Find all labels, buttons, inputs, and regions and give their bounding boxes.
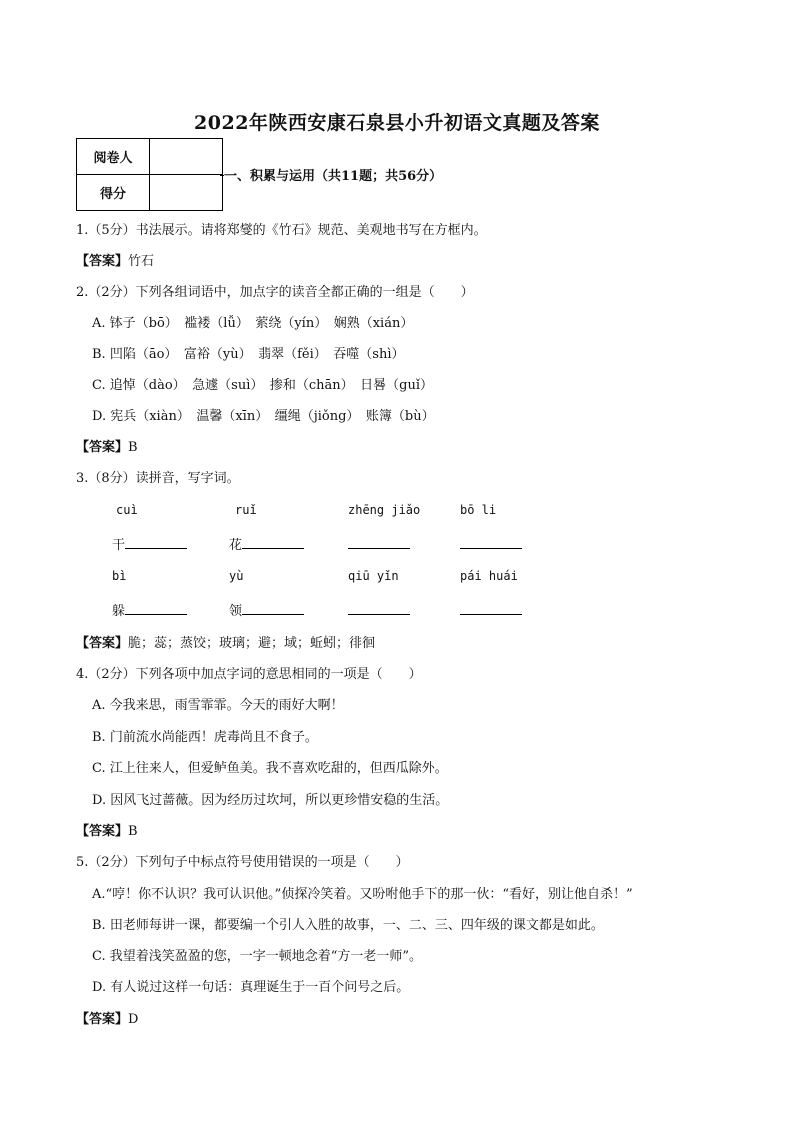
q4-answer-text: B <box>128 824 138 839</box>
q4-option-b: B. 门前流水尚能西！虎毒尚且不食子。 <box>92 730 318 745</box>
score-table-label-score: 得分 <box>77 175 150 211</box>
q4-option-d: D. 因风飞过蔷薇。因为经历过坎坷，所以更珍惜安稳的生活。 <box>92 793 449 808</box>
q3-stem: 3.（8分）读拼音，写字词。 <box>76 471 240 486</box>
q5-stem: 5.（2分）下列句子中标点符号使用错误的一项是（ ） <box>76 855 409 870</box>
answer-blank-line <box>125 600 187 615</box>
q2-option-a: A. 钵子（bō） 褴褛（lǚ） 萦绕（yín） 娴熟（xián） <box>92 316 414 331</box>
answer-blank-line <box>242 534 304 549</box>
q4-option-c: C. 江上往来人，但爱鲈鱼美。我不喜欢吃甜的，但西瓜除外。 <box>92 761 448 776</box>
q1-stem: 1.（5分）书法展示。请将郑燮的《竹石》规范、美观地书写在方框内。 <box>76 223 487 238</box>
q3-pinyin: zhēng jiǎo <box>348 503 421 517</box>
answer-blank-line <box>242 600 304 615</box>
q5-option-c: C. 我望着浅笑盈盈的您，一字一顿地念着“方一老一师”。 <box>92 949 423 964</box>
q3-answer <box>76 632 375 651</box>
q1-answer <box>76 250 154 269</box>
q5-answer-text: D <box>128 1012 139 1027</box>
q3-prefix-char: 躲 <box>112 604 126 619</box>
q3-blank[interactable] <box>229 534 304 553</box>
q3-blank[interactable] <box>348 600 410 619</box>
q3-pinyin: qiū yǐn <box>348 569 399 583</box>
q2-stem: 2.（2分）下列各组词语中，加点字的读音全都正确的一组是（ ） <box>76 285 474 300</box>
q4-answer <box>76 820 138 839</box>
q3-pinyin: yù <box>229 569 244 583</box>
q3-pinyin: cuì <box>116 503 138 517</box>
q5-answer <box>76 1008 138 1027</box>
q3-blank[interactable] <box>460 600 522 619</box>
answer-label: 【答案】 <box>76 440 129 455</box>
score-table-reviewer-cell[interactable] <box>150 139 223 175</box>
q5-option-d: D. 有人说过这样一句话：真理诞生于一百个问号之后。 <box>92 980 410 995</box>
q3-pinyin: bō li <box>460 503 497 517</box>
q4-option-a: A. 今我来思，雨雪霏霏。今天的雨好大啊！ <box>92 698 344 713</box>
q3-prefix-char: 花 <box>229 538 243 553</box>
answer-label: 【答案】 <box>76 254 129 269</box>
q3-blank[interactable] <box>348 534 410 553</box>
q5-option-a: A.“哼！你不认识？我可认识他。”侦探冷笑着。又吩咐他手下的那一伙：“看好，别让他自杀！” <box>92 887 633 902</box>
page-title: 2022年陕西安康石泉县小升初语文真题及答案 <box>194 112 600 134</box>
q3-blank[interactable] <box>460 534 522 553</box>
q3-pinyin: pái huái <box>460 569 518 583</box>
answer-blank-line <box>460 534 522 549</box>
answer-blank-line <box>125 534 187 549</box>
q3-blank[interactable] <box>112 600 187 619</box>
q2-option-d: D. 宪兵（xiàn） 温馨（xīn） 缰绳（jiǒng） 账簿（bù） <box>92 409 435 424</box>
answer-label: 【答案】 <box>76 636 129 651</box>
answer-label: 【答案】 <box>76 1012 129 1027</box>
answer-blank-line <box>348 534 410 549</box>
q1-answer-text: 竹石 <box>128 254 155 269</box>
q3-answer-text: 脆；蕊；蒸饺；玻璃；避；域；蚯蚓；徘徊 <box>128 636 376 651</box>
q3-pinyin: bì <box>112 569 127 583</box>
q2-option-c: C. 追悼（dào） 急遽（suì） 掺和（chān） 日晷（guǐ） <box>92 378 433 393</box>
answer-label: 【答案】 <box>76 824 129 839</box>
q4-stem: 4.（2分）下列各项中加点字词的意思相同的一项是（ ） <box>76 667 422 682</box>
q3-prefix-char: 领 <box>229 604 243 619</box>
q3-blank[interactable] <box>112 534 187 553</box>
q3-blank[interactable] <box>229 600 304 619</box>
q2-option-b: B. 凹陷（āo） 富裕（yù） 翡翠（fěi） 吞噬（shì） <box>92 347 405 362</box>
score-table-score-cell[interactable] <box>150 175 223 211</box>
answer-blank-line <box>348 600 410 615</box>
section-heading: 一、积累与运用（共11题；共56分） <box>224 169 443 184</box>
answer-blank-line <box>460 600 522 615</box>
score-table <box>76 138 223 211</box>
q5-option-b: B. 田老师每讲一课，都要编一个引人入胜的故事，一、二、三、四年级的课文都是如此。 <box>92 918 604 933</box>
q2-answer-text: B <box>128 440 138 455</box>
q2-answer <box>76 436 138 455</box>
q3-pinyin: ruǐ <box>235 503 257 517</box>
score-table-label-reviewer: 阅卷人 <box>77 139 150 175</box>
q3-prefix-char: 干 <box>112 538 126 553</box>
